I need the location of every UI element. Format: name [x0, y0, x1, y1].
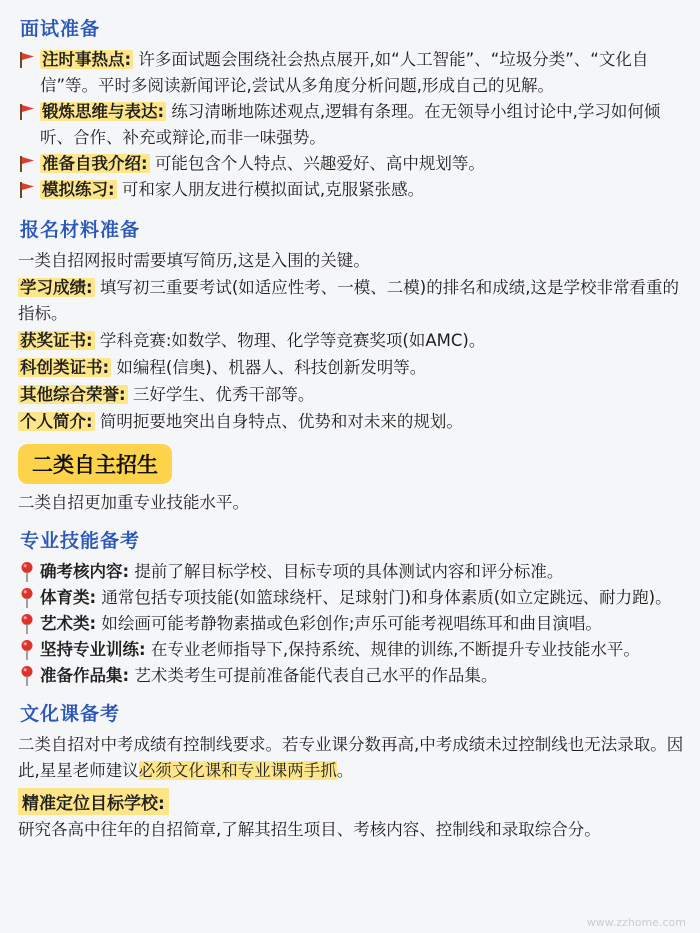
list-item [14, 585, 686, 611]
item-label: 获奖证书: [20, 331, 93, 350]
item-text: 艺术类考生可提前准备能代表自己水平的作品集。 [134, 666, 498, 685]
item-text: 可和家人朋友进行模拟面试,克服紧张感。 [121, 180, 425, 199]
list-item [14, 47, 686, 99]
item-text: 可能包含个人特点、兴趣爱好、高中规划等。 [154, 154, 485, 173]
culture-title: 文化课备考 [20, 703, 121, 725]
culture-paragraph: 二类自招对中考成绩有控制线要求。若专业课分数再高,中考成绩未过控制线也无法录取。因此,星星老师建议必须文化课和专业课两手抓。 [18, 735, 684, 780]
item-label: 艺术类: [40, 614, 97, 633]
item-text: 在专业老师指导下,保持系统、规律的训练,不断提升专业技能水平。 [150, 640, 640, 659]
list-item [14, 151, 686, 177]
item-label: 准备自我介绍: [42, 154, 148, 173]
item-label: 注时事热点: [42, 50, 132, 69]
list-item [18, 275, 686, 327]
class2-badge: 二类自主招生 [18, 444, 172, 484]
item-label: 准备作品集: [40, 666, 130, 685]
item-text: 如绘画可能考静物素描或色彩创作;声乐可能考视唱练耳和曲目演唱。 [101, 614, 602, 633]
item-text: 通常包括专项技能(如篮球绕杆、足球射门)和身体素质(如立定跳远、耐力跑)。 [101, 588, 672, 607]
item-label: 学习成绩: [20, 278, 93, 297]
target-text: 研究各高中往年的自招简章,了解其招生项目、考核内容、控制线和录取综合分。 [18, 820, 601, 839]
target-label: 精准定位目标学校: [18, 788, 169, 815]
item-label: 确考核内容: [40, 562, 130, 581]
item-label: 锻炼思维与表达: [42, 102, 165, 121]
red-pin-icon [14, 611, 40, 637]
red-pin-icon [14, 585, 40, 611]
list-item [14, 177, 686, 203]
item-text: 练习清晰地陈述观点,逻辑有条理。在无领导小组讨论中,学习如何倾听、合作、补充或辩论,而非一味强势。 [40, 102, 661, 147]
item-label: 个人简介: [20, 412, 93, 431]
item-label: 坚持专业训练: [40, 640, 146, 659]
list-item [14, 559, 686, 585]
item-text: 填写初三重要考试(如适应性考、一模、二模)的排名和成绩,这是学校非常看重的指标。 [18, 278, 679, 323]
materials-intro: 一类自招网报时需要填写简历,这是入围的关键。 [18, 251, 370, 270]
item-label: 模拟练习: [42, 180, 115, 199]
list-item [14, 99, 686, 151]
red-flag-icon [14, 151, 40, 177]
red-pin-icon [14, 663, 40, 689]
item-text: 简明扼要地突出自身特点、优势和对未来的规划。 [99, 412, 463, 431]
item-text: 三好学生、优秀干部等。 [132, 385, 315, 404]
list-item [14, 611, 686, 637]
item-label: 其他综合荣誉: [20, 385, 126, 404]
red-flag-icon [14, 47, 40, 73]
skills-list [14, 559, 686, 689]
item-text: 提前了解目标学校、目标专项的具体测试内容和评分标准。 [134, 562, 564, 581]
item-label: 科创类证书: [20, 358, 110, 377]
list-item [18, 382, 686, 408]
red-flag-icon [14, 177, 40, 203]
watermark: www.zzhome.com [586, 916, 686, 929]
item-text: 学科竞赛:如数学、物理、化学等竞赛奖项(如AMC)。 [99, 331, 486, 350]
list-item [14, 637, 686, 663]
list-item [14, 663, 686, 689]
red-flag-icon [14, 99, 40, 125]
materials-title: 报名材料准备 [20, 219, 141, 241]
culture-highlight: 必须文化课和专业课两手抓 [138, 761, 337, 780]
red-pin-icon [14, 559, 40, 585]
item-label: 体育类: [40, 588, 97, 607]
interview-title: 面试准备 [20, 18, 101, 40]
red-pin-icon [14, 637, 40, 663]
skills-title: 专业技能备考 [20, 530, 141, 552]
interview-list [14, 47, 686, 203]
list-item [18, 355, 686, 381]
item-text: 如编程(信奥)、机器人、科技创新发明等。 [116, 358, 427, 377]
list-item [18, 328, 686, 354]
class2-intro: 二类自招更加重专业技能水平。 [18, 493, 249, 512]
list-item [18, 409, 686, 435]
item-text: 许多面试题会围绕社会热点展开,如“人工智能”、“垃圾分类”、“文化自信”等。平时多阅读新闻评论,尝试从多角度分析问题,形成自己的见解。 [40, 50, 649, 95]
